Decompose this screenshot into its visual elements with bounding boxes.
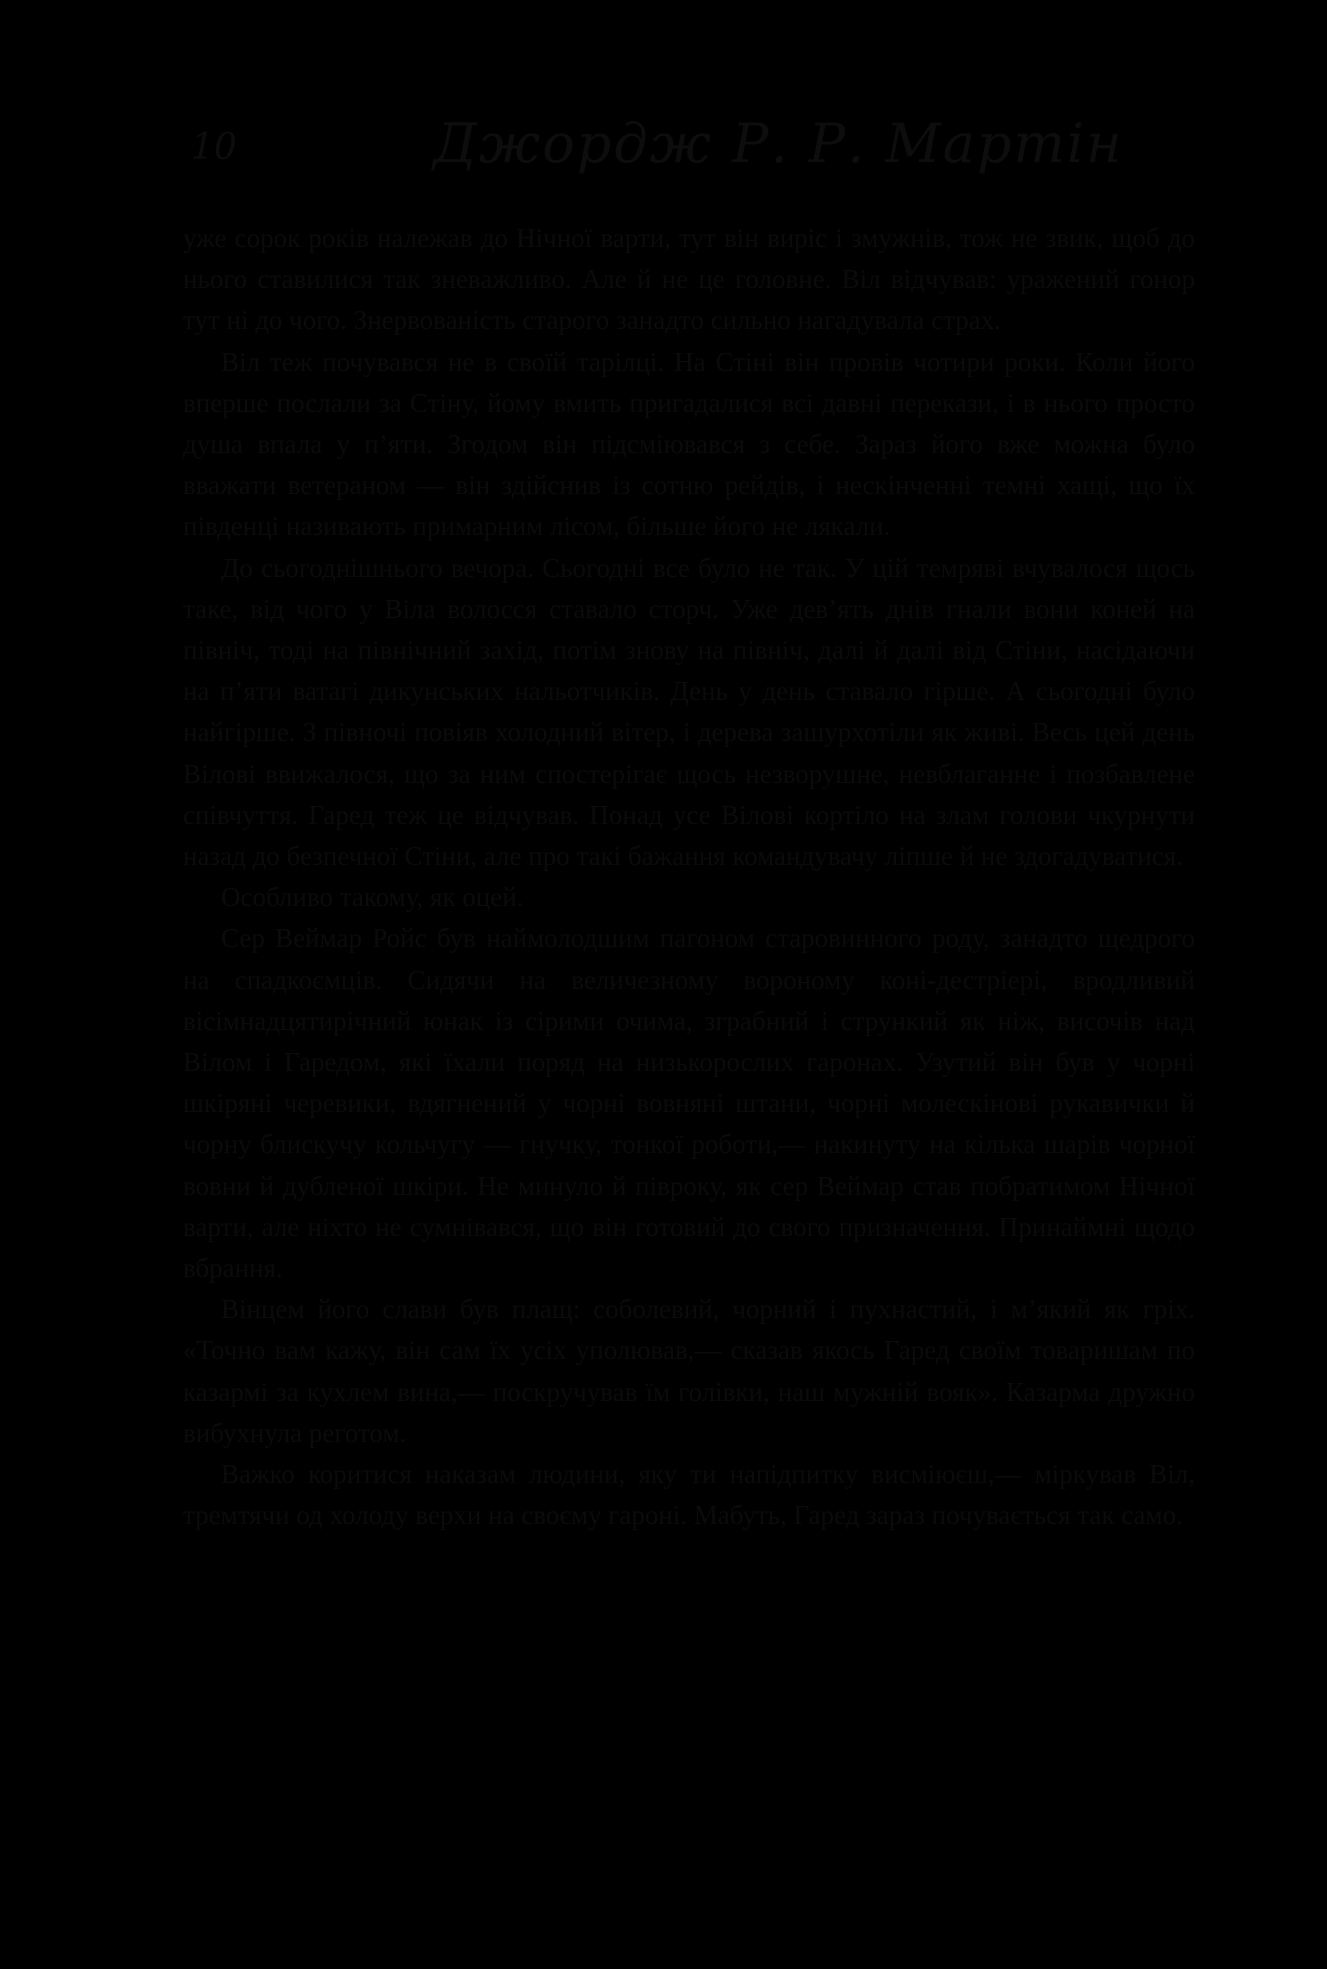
running-header <box>183 112 1195 182</box>
paragraph: Віл теж почувався не в своїй тарілці. На Стіні він провів чотири роки. Коли його вперше послали за Стіну, йому вмить пригадалися всі давні перекази, і в нього просто душа впала у п’яти. Згодом він підсміювався з себе. Зараз його вже можна було вважати ветераном — він здійснив із сотню рейдів, і нескінченні темні хащі, що їх південці називають примарним лісом, більше його не лякали. <box>183 346 1195 542</box>
paragraph: Важко коритися наказам людини, яку ти напідпитку висміюєш,— міркував Віл, тремтячи од холоду верхи на своєму гароні. Мабуть, Гаред зараз почувається так само. <box>183 1459 1195 1531</box>
paragraph: Вінцем його слави був плащ: соболевий, чорний і пухнастий, і м’який як гріх. «Точно вам кажу, він сам їх усіх уполював,— сказав якось Гаред своїм товаришам по казармі за кухлем вина,— поскручував їм голівки, наш мужній вояк». Казарма дружно вибухнула реготом. <box>183 1294 1195 1448</box>
body-text <box>183 218 1195 1537</box>
paragraph: До сьогоднішнього вечора. Сьогодні все було не так. У цій темряві вчувалося щось таке, від чого у Віла волосся ставало сторч. Уже дев’ять днів гнали вони коней на північ, тоді на північний захід, потім знову на північ, далі й далі від Стіни, насідаючи на п’яти ватагі дикунських нальотчиків. День у день ставало гірше. А сьогодні було найгірше. З півночі повіяв холодний вітер, і дерева зашурхотіли як живі. Весь цей день Вілові ввижалося, що за ним спостерігає щось незворушне, невблаганне і позбавлене співчуття. Гаред теж це відчував. Понад усе Вілові кортіло на злам голови чкурнути назад до безпечної Стіни, але про такі бажання командувачу ліпше й не здогадуватися. <box>183 552 1195 872</box>
page-number: 10 <box>191 127 237 168</box>
running-head-author: Джордж Р. Р. Мартін <box>433 112 1124 175</box>
paragraph: Сер Веймар Ройс був наймолодшим пагоном старовинного роду, занадто щедрого на спадкоємців. Сидячи на величезному вороному коні-дестріері, вродливий вісімнадцятирічний юнак із сірими очима, зграбний і стрункий як ніж, височів над Вілом і Гаредом, які їхали поряд на низькорослих гаронах. Узутий він був у чорні шкіряні черевики, вдягнений у чорні вовняні штани, чорні молескінові рукавички й чорну блискучу кольчугу — гнучку, тонкої роботи,— накинуту на кілька шарів чорної вовни й дубленої шкіри. Не минуло й півроку, як сер Веймар став побратимом Нічної варти, але ніхто не сумнівався, що він готовий до свого призначення. Принаймні щодо вбрання. <box>183 923 1195 1284</box>
paragraph-continued: уже сорок років належав до Нічної варти, тут він виріс і змужнів, тож не звик, щоб до нього ставилися так зневажливо. Але й не це головне. Віл відчував: уражений гонор тут ні до чого. Знервованість старого занадто сильно нагадувала страх. <box>183 223 1195 336</box>
paragraph: Особливо такому, як оцей. <box>221 882 524 913</box>
